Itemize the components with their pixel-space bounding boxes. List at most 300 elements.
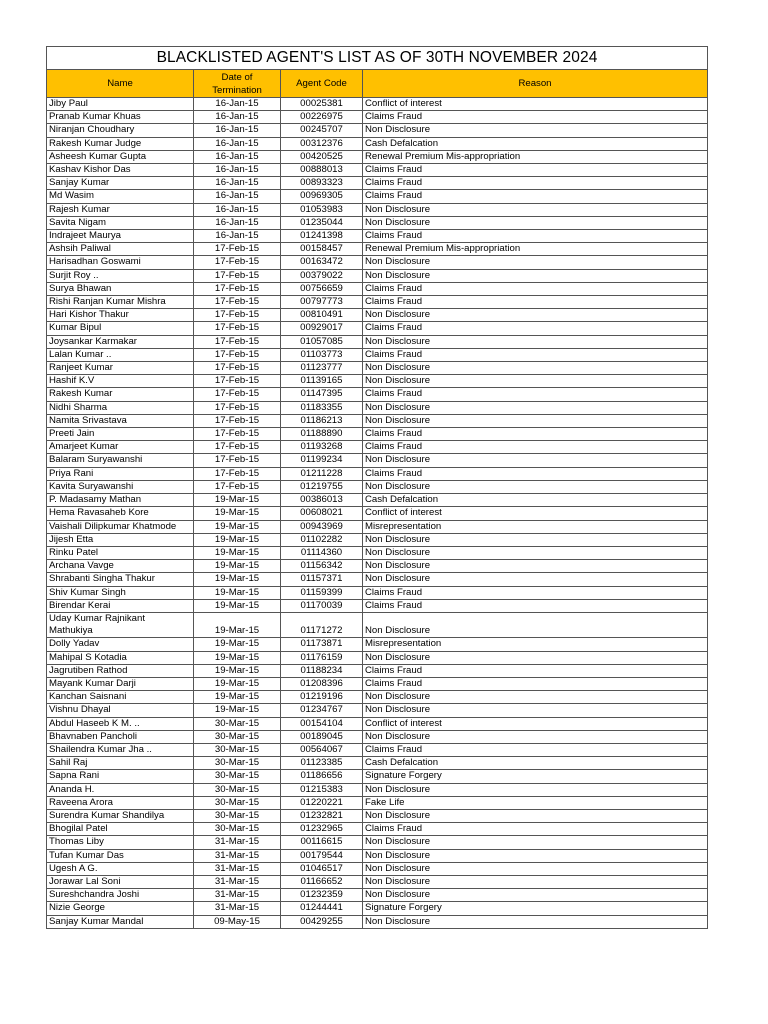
cell-name: Kanchan Saisnani	[47, 691, 194, 704]
column-header-date: Date of Termination	[194, 70, 281, 98]
column-header-name: Name	[47, 70, 194, 98]
cell-termination-date: 16-Jan-15	[194, 216, 281, 229]
cell-reason: Conflict of interest	[363, 98, 708, 111]
cell-termination-date: 16-Jan-15	[194, 230, 281, 243]
cell-reason: Claims Fraud	[363, 164, 708, 177]
cell-termination-date: 09-May-15	[194, 915, 281, 928]
table-row	[47, 849, 708, 862]
cell-name: Pranab Kumar Khuas	[47, 111, 194, 124]
table-row	[47, 375, 708, 388]
cell-agent-code: 01171272	[281, 612, 363, 637]
cell-termination-date: 19-Mar-15	[194, 704, 281, 717]
cell-termination-date: 30-Mar-15	[194, 823, 281, 836]
cell-agent-code: 01170039	[281, 599, 363, 612]
table-row	[47, 164, 708, 177]
cell-agent-code: 01103773	[281, 348, 363, 361]
cell-name: Sanjay Kumar Mandal	[47, 915, 194, 928]
cell-agent-code: 01193268	[281, 441, 363, 454]
cell-termination-date: 16-Jan-15	[194, 203, 281, 216]
cell-name: Bhavnaben Pancholi	[47, 730, 194, 743]
cell-agent-code: 01219755	[281, 480, 363, 493]
cell-name: Savita Nigam	[47, 216, 194, 229]
cell-termination-date: 19-Mar-15	[194, 651, 281, 664]
cell-agent-code: 00154104	[281, 717, 363, 730]
cell-termination-date: 16-Jan-15	[194, 111, 281, 124]
cell-termination-date: 19-Mar-15	[194, 507, 281, 520]
table-row	[47, 441, 708, 454]
table-row	[47, 243, 708, 256]
cell-agent-code: 00429255	[281, 915, 363, 928]
cell-termination-date: 30-Mar-15	[194, 757, 281, 770]
cell-reason: Non Disclosure	[363, 612, 708, 637]
cell-reason: Non Disclosure	[363, 375, 708, 388]
cell-reason: Renewal Premium Mis-appropriation	[363, 243, 708, 256]
sheet-title: BLACKLISTED AGENT'S LIST AS OF 30TH NOVEMBER 2024	[47, 47, 708, 70]
table-row	[47, 862, 708, 875]
cell-termination-date: 30-Mar-15	[194, 717, 281, 730]
cell-termination-date: 30-Mar-15	[194, 770, 281, 783]
table-row	[47, 150, 708, 163]
cell-name: Dolly Yadav	[47, 638, 194, 651]
cell-agent-code: 00564067	[281, 743, 363, 756]
cell-agent-code: 01139165	[281, 375, 363, 388]
cell-reason: Misrepresentation	[363, 638, 708, 651]
cell-termination-date: 17-Feb-15	[194, 414, 281, 427]
cell-termination-date: 19-Mar-15	[194, 533, 281, 546]
cell-reason: Non Disclosure	[363, 335, 708, 348]
cell-reason: Non Disclosure	[363, 414, 708, 427]
cell-agent-code: 00608021	[281, 507, 363, 520]
cell-agent-code: 01208396	[281, 677, 363, 690]
table-row	[47, 599, 708, 612]
cell-termination-date: 17-Feb-15	[194, 282, 281, 295]
cell-reason: Non Disclosure	[363, 730, 708, 743]
cell-name: P. Madasamy Mathan	[47, 494, 194, 507]
cell-agent-code: 01232965	[281, 823, 363, 836]
table-row	[47, 796, 708, 809]
table-row	[47, 612, 708, 637]
cell-reason: Claims Fraud	[363, 190, 708, 203]
header-row	[47, 70, 708, 98]
cell-reason: Non Disclosure	[363, 691, 708, 704]
table-row	[47, 454, 708, 467]
cell-name: Joysankar Karmakar	[47, 335, 194, 348]
cell-termination-date: 16-Jan-15	[194, 190, 281, 203]
cell-name: Raveena Arora	[47, 796, 194, 809]
cell-reason: Claims Fraud	[363, 296, 708, 309]
table-row	[47, 124, 708, 137]
cell-name: Nidhi Sharma	[47, 401, 194, 414]
table-row	[47, 282, 708, 295]
cell-termination-date: 31-Mar-15	[194, 862, 281, 875]
table-row	[47, 428, 708, 441]
cell-reason: Non Disclosure	[363, 454, 708, 467]
cell-name: Jijesh Etta	[47, 533, 194, 546]
cell-name: Surya Bhawan	[47, 282, 194, 295]
cell-name: Kashav Kishor Das	[47, 164, 194, 177]
cell-reason: Signature Forgery	[363, 770, 708, 783]
cell-agent-code: 00943969	[281, 520, 363, 533]
cell-reason: Non Disclosure	[363, 533, 708, 546]
table-row	[47, 704, 708, 717]
cell-termination-date: 19-Mar-15	[194, 520, 281, 533]
cell-name: Bhogilal Patel	[47, 823, 194, 836]
cell-agent-code: 01156342	[281, 560, 363, 573]
cell-name: Amarjeet Kumar	[47, 441, 194, 454]
cell-reason: Non Disclosure	[363, 704, 708, 717]
table-row	[47, 651, 708, 664]
cell-agent-code: 00163472	[281, 256, 363, 269]
table-row	[47, 546, 708, 559]
table-row	[47, 717, 708, 730]
table-row	[47, 507, 708, 520]
table-row	[47, 533, 708, 546]
cell-agent-code: 00179544	[281, 849, 363, 862]
cell-agent-code: 00379022	[281, 269, 363, 282]
cell-name: Sanjay Kumar	[47, 177, 194, 190]
cell-reason: Renewal Premium Mis-appropriation	[363, 150, 708, 163]
cell-reason: Claims Fraud	[363, 586, 708, 599]
cell-termination-date: 16-Jan-15	[194, 98, 281, 111]
cell-termination-date: 30-Mar-15	[194, 730, 281, 743]
table-row	[47, 586, 708, 599]
cell-name: Surjit Roy ..	[47, 269, 194, 282]
cell-reason: Misrepresentation	[363, 520, 708, 533]
cell-termination-date: 19-Mar-15	[194, 691, 281, 704]
cell-termination-date: 19-Mar-15	[194, 560, 281, 573]
cell-agent-code: 01147395	[281, 388, 363, 401]
cell-termination-date: 17-Feb-15	[194, 322, 281, 335]
cell-reason: Claims Fraud	[363, 177, 708, 190]
table-row	[47, 520, 708, 533]
cell-name: Vishnu Dhayal	[47, 704, 194, 717]
cell-name: Lalan Kumar ..	[47, 348, 194, 361]
cell-name: Hashif K.V	[47, 375, 194, 388]
cell-agent-code: 01219196	[281, 691, 363, 704]
table-row	[47, 362, 708, 375]
table-row	[47, 889, 708, 902]
cell-name: Thomas Liby	[47, 836, 194, 849]
cell-reason: Non Disclosure	[363, 836, 708, 849]
cell-agent-code: 00888013	[281, 164, 363, 177]
cell-termination-date: 19-Mar-15	[194, 638, 281, 651]
cell-name: Rajesh Kumar	[47, 203, 194, 216]
table-row	[47, 269, 708, 282]
cell-name: Md Wasim	[47, 190, 194, 203]
cell-termination-date: 17-Feb-15	[194, 256, 281, 269]
cell-reason: Claims Fraud	[363, 599, 708, 612]
cell-reason: Claims Fraud	[363, 467, 708, 480]
cell-termination-date: 17-Feb-15	[194, 243, 281, 256]
cell-reason: Non Disclosure	[363, 915, 708, 928]
table-row	[47, 677, 708, 690]
cell-name: Ananda H.	[47, 783, 194, 796]
cell-termination-date: 19-Mar-15	[194, 546, 281, 559]
table-row	[47, 335, 708, 348]
cell-name: Jagrutiben Rathod	[47, 664, 194, 677]
table-row	[47, 401, 708, 414]
cell-reason: Claims Fraud	[363, 428, 708, 441]
cell-termination-date: 31-Mar-15	[194, 889, 281, 902]
table-row	[47, 836, 708, 849]
cell-reason: Non Disclosure	[363, 651, 708, 664]
cell-name: Priya Rani	[47, 467, 194, 480]
cell-reason: Claims Fraud	[363, 441, 708, 454]
cell-agent-code: 01199234	[281, 454, 363, 467]
cell-agent-code: 01053983	[281, 203, 363, 216]
cell-termination-date: 19-Mar-15	[194, 494, 281, 507]
table-row	[47, 309, 708, 322]
cell-name: Tufan Kumar Das	[47, 849, 194, 862]
cell-termination-date: 17-Feb-15	[194, 428, 281, 441]
table-row	[47, 190, 708, 203]
cell-termination-date: 19-Mar-15	[194, 586, 281, 599]
table-row	[47, 823, 708, 836]
cell-name: Hari Kishor Thakur	[47, 309, 194, 322]
table-row	[47, 388, 708, 401]
cell-termination-date: 17-Feb-15	[194, 269, 281, 282]
cell-name: Kumar Bipul	[47, 322, 194, 335]
table-body	[47, 98, 708, 929]
cell-reason: Non Disclosure	[363, 875, 708, 888]
cell-reason: Claims Fraud	[363, 743, 708, 756]
table-row	[47, 494, 708, 507]
cell-agent-code: 01176159	[281, 651, 363, 664]
table-row	[47, 414, 708, 427]
cell-reason: Non Disclosure	[363, 809, 708, 822]
table-row	[47, 467, 708, 480]
table-row	[47, 230, 708, 243]
cell-agent-code: 00969305	[281, 190, 363, 203]
cell-termination-date: 19-Mar-15	[194, 612, 281, 637]
cell-agent-code: 01186213	[281, 414, 363, 427]
column-header-reason: Reason	[363, 70, 708, 98]
cell-name: Niranjan Choudhary	[47, 124, 194, 137]
table-row	[47, 730, 708, 743]
table-row	[47, 322, 708, 335]
cell-agent-code: 01215383	[281, 783, 363, 796]
cell-name: Harisadhan Goswami	[47, 256, 194, 269]
table-row	[47, 809, 708, 822]
cell-agent-code: 01186656	[281, 770, 363, 783]
cell-agent-code: 01235044	[281, 216, 363, 229]
cell-name: Ashsih Paliwal	[47, 243, 194, 256]
cell-termination-date: 17-Feb-15	[194, 401, 281, 414]
cell-agent-code: 00189045	[281, 730, 363, 743]
cell-reason: Non Disclosure	[363, 216, 708, 229]
cell-termination-date: 17-Feb-15	[194, 467, 281, 480]
cell-reason: Non Disclosure	[363, 203, 708, 216]
cell-agent-code: 01159399	[281, 586, 363, 599]
cell-reason: Signature Forgery	[363, 902, 708, 915]
cell-termination-date: 19-Mar-15	[194, 599, 281, 612]
cell-reason: Claims Fraud	[363, 348, 708, 361]
cell-reason: Non Disclosure	[363, 849, 708, 862]
cell-termination-date: 30-Mar-15	[194, 743, 281, 756]
table-row	[47, 256, 708, 269]
cell-agent-code: 01188234	[281, 664, 363, 677]
cell-agent-code: 01220221	[281, 796, 363, 809]
cell-agent-code: 00025381	[281, 98, 363, 111]
table-row	[47, 875, 708, 888]
cell-agent-code: 01173871	[281, 638, 363, 651]
table-row	[47, 743, 708, 756]
table-row	[47, 203, 708, 216]
cell-name: Shiv Kumar Singh	[47, 586, 194, 599]
cell-termination-date: 16-Jan-15	[194, 124, 281, 137]
cell-agent-code: 00929017	[281, 322, 363, 335]
cell-reason: Conflict of interest	[363, 507, 708, 520]
cell-name: Abdul Haseeb K M. ..	[47, 717, 194, 730]
cell-name: Vaishali Dilipkumar Khatmode	[47, 520, 194, 533]
cell-name: Rishi Ranjan Kumar Mishra	[47, 296, 194, 309]
cell-termination-date: 17-Feb-15	[194, 441, 281, 454]
cell-name: Archana Vavge	[47, 560, 194, 573]
cell-termination-date: 30-Mar-15	[194, 809, 281, 822]
cell-termination-date: 31-Mar-15	[194, 849, 281, 862]
cell-agent-code: 01234767	[281, 704, 363, 717]
cell-termination-date: 17-Feb-15	[194, 348, 281, 361]
cell-name: Birendar Kerai	[47, 599, 194, 612]
cell-reason: Cash Defalcation	[363, 757, 708, 770]
cell-agent-code: 00116615	[281, 836, 363, 849]
cell-agent-code: 00420525	[281, 150, 363, 163]
cell-agent-code: 00245707	[281, 124, 363, 137]
table-row	[47, 296, 708, 309]
cell-termination-date: 16-Jan-15	[194, 177, 281, 190]
cell-termination-date: 19-Mar-15	[194, 677, 281, 690]
cell-name: Mayank Kumar Darji	[47, 677, 194, 690]
cell-reason: Non Disclosure	[363, 480, 708, 493]
cell-name: Surendra Kumar Shandilya	[47, 809, 194, 822]
table-row	[47, 111, 708, 124]
table-row	[47, 783, 708, 796]
cell-reason: Claims Fraud	[363, 111, 708, 124]
cell-agent-code: 01102282	[281, 533, 363, 546]
cell-agent-code: 01232821	[281, 809, 363, 822]
cell-agent-code: 00312376	[281, 137, 363, 150]
cell-reason: Claims Fraud	[363, 230, 708, 243]
cell-reason: Non Disclosure	[363, 862, 708, 875]
table-row	[47, 348, 708, 361]
cell-reason: Non Disclosure	[363, 362, 708, 375]
cell-name: Balaram Suryawanshi	[47, 454, 194, 467]
cell-reason: Non Disclosure	[363, 124, 708, 137]
cell-termination-date: 17-Feb-15	[194, 296, 281, 309]
cell-agent-code: 00386013	[281, 494, 363, 507]
cell-reason: Non Disclosure	[363, 560, 708, 573]
table-row	[47, 638, 708, 651]
cell-agent-code: 00797773	[281, 296, 363, 309]
cell-termination-date: 17-Feb-15	[194, 454, 281, 467]
cell-name: Ugesh A G.	[47, 862, 194, 875]
cell-name: Preeti Jain	[47, 428, 194, 441]
cell-termination-date: 19-Mar-15	[194, 573, 281, 586]
cell-termination-date: 17-Feb-15	[194, 362, 281, 375]
cell-reason: Claims Fraud	[363, 664, 708, 677]
table-row	[47, 757, 708, 770]
cell-reason: Non Disclosure	[363, 256, 708, 269]
cell-reason: Non Disclosure	[363, 269, 708, 282]
table-row	[47, 915, 708, 928]
cell-termination-date: 17-Feb-15	[194, 335, 281, 348]
blacklist-table	[46, 46, 708, 929]
cell-name: Namita Srivastava	[47, 414, 194, 427]
cell-termination-date: 30-Mar-15	[194, 783, 281, 796]
cell-name: Sureshchandra Joshi	[47, 889, 194, 902]
cell-termination-date: 16-Jan-15	[194, 164, 281, 177]
cell-agent-code: 01188890	[281, 428, 363, 441]
cell-reason: Claims Fraud	[363, 823, 708, 836]
cell-reason: Cash Defalcation	[363, 494, 708, 507]
cell-reason: Fake Life	[363, 796, 708, 809]
cell-agent-code: 01123385	[281, 757, 363, 770]
cell-reason: Claims Fraud	[363, 322, 708, 335]
cell-agent-code: 00810491	[281, 309, 363, 322]
cell-name: Jiby Paul	[47, 98, 194, 111]
cell-name: Hema Ravasaheb Kore	[47, 507, 194, 520]
cell-reason: Claims Fraud	[363, 388, 708, 401]
cell-termination-date: 31-Mar-15	[194, 902, 281, 915]
cell-agent-code: 00158457	[281, 243, 363, 256]
cell-name: Indrajeet Maurya	[47, 230, 194, 243]
cell-agent-code: 01211228	[281, 467, 363, 480]
cell-name: Asheesh Kumar Gupta	[47, 150, 194, 163]
cell-name: Sapna Rani	[47, 770, 194, 783]
table-row	[47, 770, 708, 783]
cell-name: Kavita Suryawanshi	[47, 480, 194, 493]
table-row	[47, 216, 708, 229]
cell-reason: Non Disclosure	[363, 573, 708, 586]
cell-reason: Non Disclosure	[363, 783, 708, 796]
cell-agent-code: 01241398	[281, 230, 363, 243]
cell-agent-code: 01057085	[281, 335, 363, 348]
blacklist-sheet	[46, 46, 707, 929]
cell-name: Rakesh Kumar	[47, 388, 194, 401]
cell-termination-date: 17-Feb-15	[194, 388, 281, 401]
cell-termination-date: 30-Mar-15	[194, 796, 281, 809]
cell-agent-code: 00893323	[281, 177, 363, 190]
table-row	[47, 902, 708, 915]
cell-agent-code: 01114360	[281, 546, 363, 559]
cell-termination-date: 16-Jan-15	[194, 137, 281, 150]
cell-agent-code: 00756659	[281, 282, 363, 295]
column-header-agent-code: Agent Code	[281, 70, 363, 98]
cell-name: Rakesh Kumar Judge	[47, 137, 194, 150]
cell-agent-code: 00226975	[281, 111, 363, 124]
table-row	[47, 98, 708, 111]
cell-termination-date: 17-Feb-15	[194, 375, 281, 388]
cell-reason: Non Disclosure	[363, 889, 708, 902]
cell-name: Nizie George	[47, 902, 194, 915]
cell-agent-code: 01123777	[281, 362, 363, 375]
table-row	[47, 177, 708, 190]
cell-reason: Non Disclosure	[363, 401, 708, 414]
cell-agent-code: 01244441	[281, 902, 363, 915]
cell-reason: Non Disclosure	[363, 546, 708, 559]
table-row	[47, 573, 708, 586]
cell-name: Sahil Raj	[47, 757, 194, 770]
table-row	[47, 691, 708, 704]
cell-name: Ranjeet Kumar	[47, 362, 194, 375]
cell-agent-code: 01046517	[281, 862, 363, 875]
cell-termination-date: 31-Mar-15	[194, 875, 281, 888]
cell-agent-code: 01166652	[281, 875, 363, 888]
cell-name: Shrabanti Singha Thakur	[47, 573, 194, 586]
cell-agent-code: 01232359	[281, 889, 363, 902]
cell-termination-date: 19-Mar-15	[194, 664, 281, 677]
cell-name: Mahipal S Kotadia	[47, 651, 194, 664]
